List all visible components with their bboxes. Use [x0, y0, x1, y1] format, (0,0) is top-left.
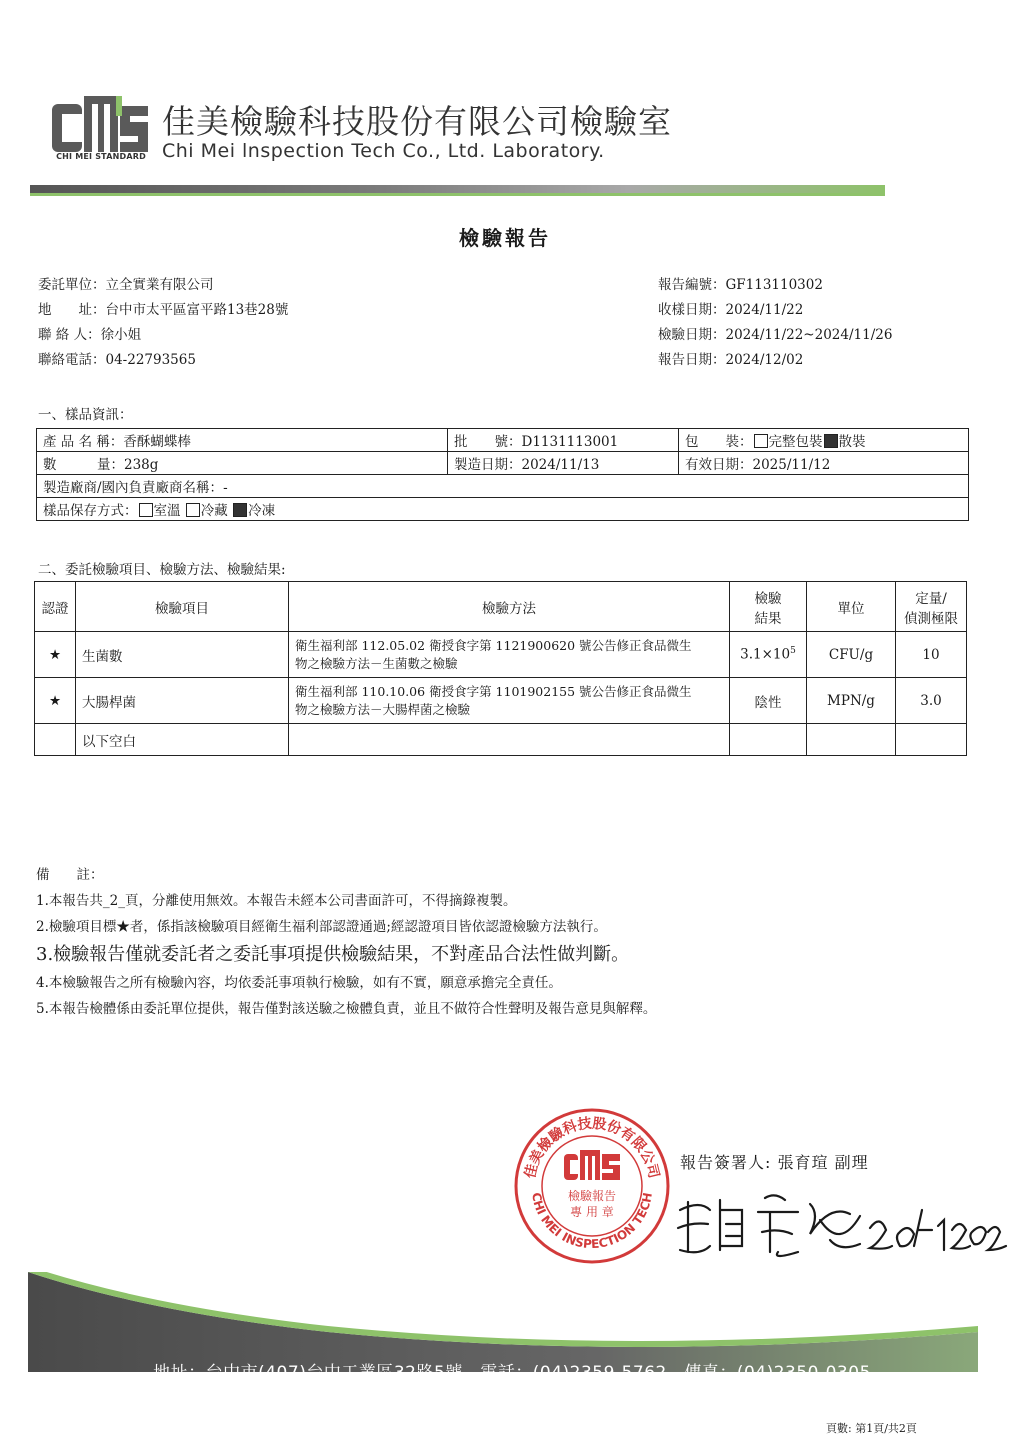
footer-contact: 地址：台中市(407)台中工業區32路5號 電話：(04)2359-5762 傳真：(04)2350-0305 — [153, 1363, 871, 1383]
table-header-row — [35, 582, 967, 632]
product-cell — [37, 429, 448, 452]
row1-method-line1: 衛生福利部 112.05.02 衛授食字第 1121900620 號公告修正食品微生 — [295, 637, 692, 653]
receive-date-label: 收樣日期： — [658, 302, 726, 318]
pack-cell — [679, 429, 969, 452]
row2-item: 大腸桿菌 — [76, 678, 289, 724]
receive-date: 2024/11/22 — [725, 302, 804, 318]
client-unit-label: 委託單位： — [38, 277, 106, 293]
row1-cert-star: ★ — [35, 632, 76, 678]
client-phone-label: 聯絡電話： — [38, 352, 106, 368]
notes-title: 備 註： — [36, 867, 104, 883]
row1-unit: CFU/g — [807, 632, 896, 678]
row1-method-line2: 物之檢驗方法－生菌數之檢驗 — [295, 655, 458, 671]
blank-result — [730, 724, 807, 756]
sample-section-title: 一、樣品資訊： — [38, 407, 133, 423]
storage-room-label: 室溫 — [153, 503, 181, 519]
report-date: 2024/12/02 — [725, 352, 804, 368]
handwritten-signature — [670, 1180, 1010, 1260]
batch-cell — [448, 429, 679, 452]
quantity-cell — [37, 452, 448, 475]
note-4: 4.本檢驗報告之所有檢驗內容，均依委託事項執行檢驗，如有不實，願意承擔完全責任。 — [36, 975, 562, 991]
document-title: 檢驗報告 — [459, 226, 551, 250]
row2-limit: 3.0 — [896, 678, 967, 724]
row2-method-line1: 衛生福利部 110.10.06 衛授食字第 1101902155 號公告修正食品微生 — [295, 683, 692, 699]
table-row — [37, 475, 969, 498]
header-result — [730, 582, 807, 632]
row1-result-base: 3.1×10 — [740, 646, 791, 663]
exp-date-cell — [679, 452, 969, 475]
table-row — [35, 632, 967, 678]
blank-note: 以下空白 — [76, 724, 289, 756]
client-unit: 立全實業有限公司 — [105, 277, 214, 293]
client-info — [38, 273, 288, 373]
client-address: 台中市太平區富平路13巷28號 — [105, 302, 289, 318]
maker-name: - — [223, 480, 228, 496]
company-name-zh: 佳美檢驗科技股份有限公司檢驗室 — [162, 102, 672, 141]
row2-unit: MPN/g — [807, 678, 896, 724]
table-row — [37, 452, 969, 475]
note-3: 3.檢驗報告僅就委託者之委託事項提供檢驗結果，不對產品合法性做判斷。 — [36, 944, 630, 965]
quantity-label: 數 量： — [43, 457, 124, 473]
test-date-label: 檢驗日期： — [658, 327, 726, 343]
row1-method — [289, 632, 730, 678]
storage-frozen-label: 冷凍 — [248, 503, 276, 519]
blank-cert — [35, 724, 76, 756]
row2-cert-star: ★ — [35, 678, 76, 724]
row2-result: 陰性 — [730, 678, 807, 724]
header-limit — [896, 582, 967, 632]
report-info — [658, 273, 892, 373]
header-method: 檢驗方法 — [289, 582, 730, 632]
exp-date-label: 有效日期： — [685, 457, 753, 473]
header-result-line1: 檢驗 — [754, 590, 782, 607]
maker-cell — [37, 475, 969, 498]
table-row — [37, 429, 969, 452]
footer-band — [28, 1272, 978, 1372]
header-divider-accent — [30, 193, 885, 196]
mfg-date: 2024/11/13 — [521, 457, 600, 473]
header-item: 檢驗項目 — [76, 582, 289, 632]
seal-center-line1: 檢驗報告 — [567, 1189, 617, 1203]
quantity: 238g — [124, 457, 159, 473]
results-section-title: 二、委託檢驗項目、檢驗方法、檢驗結果: — [38, 562, 286, 578]
mfg-date-label: 製造日期： — [454, 457, 522, 473]
note-5: 5.本報告檢體係由委託單位提供，報告僅對該送驗之檢體負責，並且不做符合性聲明及報告意見與解釋。 — [36, 1001, 657, 1017]
signer: 報告簽署人: 張育瑄 副理 — [680, 1153, 869, 1172]
seal-bottom-text: CHI MEI INSPECTION TECH — [529, 1191, 655, 1252]
test-date: 2024/11/22~2024/11/26 — [725, 327, 893, 343]
sample-info-table — [36, 428, 969, 521]
row2-method-line2: 物之檢驗方法－大腸桿菌之檢驗 — [295, 701, 471, 717]
client-contact-label: 聯 絡 人： — [38, 327, 101, 343]
blank-limit — [896, 724, 967, 756]
client-address-label: 地 址： — [38, 302, 106, 318]
row1-limit: 10 — [896, 632, 967, 678]
notes — [36, 862, 656, 1022]
pack-complete-checkbox — [754, 434, 768, 448]
product-label: 產 品 名 稱： — [43, 434, 124, 450]
header-limit-line2: 偵測極限 — [904, 610, 958, 627]
note-2: 2.檢驗項目標★者，係指該檢驗項目經衛生福利部認證通過;經認證項目皆依認證檢驗方法執行。 — [36, 919, 607, 935]
storage-cell — [37, 498, 969, 521]
pack-label: 包 裝： — [685, 434, 753, 450]
header-limit-line1: 定量/ — [915, 590, 947, 607]
maker-label: 製造廠商/國內負責廠商名稱： — [43, 480, 224, 496]
row1-item: 生菌數 — [76, 632, 289, 678]
client-contact: 徐小姐 — [100, 327, 142, 343]
report-no-label: 報告編號： — [658, 277, 726, 293]
header-unit: 單位 — [807, 582, 896, 632]
storage-fridge-checkbox — [186, 503, 200, 517]
client-phone: 04-22793565 — [105, 352, 196, 368]
pack-complete-label: 完整包裝 — [768, 434, 823, 450]
pack-bulk-label: 散裝 — [838, 434, 866, 450]
results-table — [34, 581, 967, 756]
pack-bulk-checkbox — [824, 434, 838, 448]
storage-frozen-checkbox — [233, 503, 247, 517]
company-seal — [512, 1106, 672, 1266]
blank-method — [289, 724, 730, 756]
storage-label: 樣品保存方式： — [43, 503, 138, 519]
seal-center-line2: 專 用 章 — [570, 1205, 614, 1219]
header-result-line2: 結果 — [754, 610, 782, 627]
seal-top-text: 佳美檢驗科技股份有限公司 — [522, 1115, 662, 1180]
note-1: 1.本報告共_2_頁，分離使用無效。本報告未經本公司書面許可，不得摘錄複製。 — [36, 893, 517, 909]
company-name-en: Chi Mei lnspection Tech Co., Ltd. Laboratory. — [162, 140, 605, 162]
batch-label: 批 號： — [454, 434, 522, 450]
report-date-label: 報告日期： — [658, 352, 726, 368]
batch-number: D1131113001 — [521, 434, 619, 450]
product-name: 香酥蝴蝶棒 — [123, 434, 191, 450]
row2-method — [289, 678, 730, 724]
mfg-date-cell — [448, 452, 679, 475]
table-row — [35, 724, 967, 756]
row1-result — [730, 632, 807, 678]
row1-result-exponent: 5 — [790, 646, 796, 657]
table-row — [35, 678, 967, 724]
header-cert: 認證 — [35, 582, 76, 632]
storage-fridge-label: 冷藏 — [200, 503, 228, 519]
storage-room-checkbox — [139, 503, 153, 517]
exp-date: 2025/11/12 — [752, 457, 831, 473]
table-row — [37, 498, 969, 521]
page-number: 頁數: 第1頁/共2頁 — [826, 1422, 917, 1435]
report-no: GF113110302 — [725, 277, 823, 293]
blank-unit — [807, 724, 896, 756]
logo-subtitle: CHI MEI STANDARD — [56, 152, 146, 161]
